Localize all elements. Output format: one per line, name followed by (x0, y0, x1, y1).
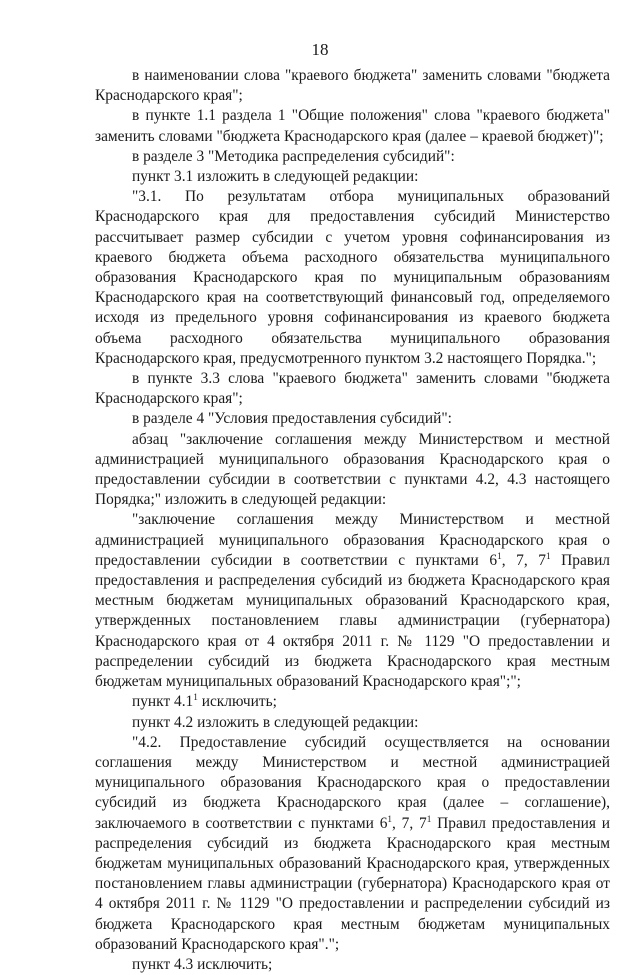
paragraph: пункт 3.1 изложить в следующей редакции: (132, 168, 419, 186)
paragraph: в пункте 1.1 раздела 1 "Общие положения" слова "краевого бюджета" заменить словами "бюджета Краснодарского края (далее – краевой бюджет)"; (95, 107, 610, 145)
paragraph: абзац "заключение соглашения между Министерством и местной администрацией муниципального образования Краснодарского края о предоставлении субсидии в соответствии с пунктами 4.2, 4.3 настоящего Порядка;" изложить в следующей редакции: (95, 430, 610, 509)
page-number: 18 (311, 40, 329, 59)
paragraph: "заключение соглашения между Министерством и местной администрацией муниципального образования Краснодарского края о предоставлении субсидии в соответствии с пунктами $6^1$, 7, $7^1$ Правил предоставления и распределения субсидий из бюджета Краснодарского края местным бюджетам муниципальных образований Краснодарского края, утвержденных постановлением главы администрации (губернатора) Краснодарского края от 4 октября 2011 г. № 1129 "О предоставлении и распределении субсидий из бюджета Краснодарского края местным бюджетам муниципальных образований Краснодарского края";"; (95, 511, 610, 691)
paragraph: "3.1. По результатам отбора муниципальных образований Краснодарского края для предоставления субсидий Министерство рассчитывает размер субсидии с учетом уровня софинансирования из краевого бюджета объема расходного обязательства муниципального образования Краснодарского края по муниципальным образованиям Краснодарского края на соответствующий финансовый год, определяемого исходя из предельного уровня софинансирования из краевого бюджета объема расходного обязательства муниципального образования Краснодарского края, предусмотренного пунктом 3.2 настоящего Порядка."; (95, 188, 610, 367)
paragraph: пункт 4.3 исключить; (132, 955, 273, 973)
paragraph: в разделе 3 "Методика распределения субсидий": (132, 147, 455, 165)
paragraph: пункт 4.2 изложить в следующей редакции: (132, 713, 419, 731)
paragraph: пункт $4.1^1$ исключить; (132, 692, 277, 711)
document-body (95, 66, 610, 975)
paragraph: в пункте 3.3 слова "краевого бюджета" заменить словами "бюджета Краснодарского края"; (95, 370, 610, 408)
paragraph: в разделе 4 "Условия предоставления субсидий": (132, 410, 452, 428)
paragraph: "4.2. Предоставление субсидий осуществляется на основании соглашения между Министерством и местной администрацией муниципального образования Краснодарского края о предоставлении субсидий из бюджета Краснодарского края (далее – соглашение), заключаемого в соответствии с пунктами $6^1$, 7, $7^1$ Правил предоставления и распределения субсидий из бюджета Краснодарского края местным бюджетам муниципальных образований Краснодарского края, утвержденных постановлением главы администрации (губернатора) Краснодарского края от 4 октября 2011 г. № 1129 "О предоставлении и распределении субсидий из бюджета Краснодарского края местным бюджетам муниципальных образований Краснодарского края"."; (95, 733, 610, 953)
paragraph: в наименовании слова "краевого бюджета" заменить словами "бюджета Краснодарского края"; (95, 67, 610, 105)
